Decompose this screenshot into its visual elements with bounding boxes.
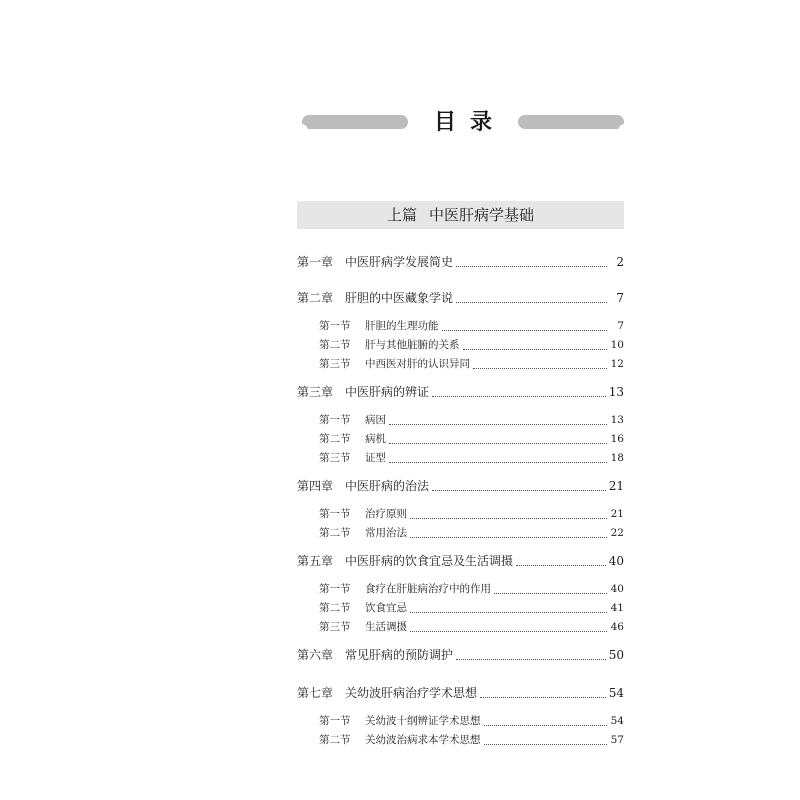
dot-leader [410,630,607,632]
toc-page-number: 54 [608,686,624,700]
toc-page-number: 41 [610,602,624,614]
dot-leader [484,724,608,726]
toc-section-entry[interactable] [297,449,624,467]
title-banner [302,106,624,138]
toc-page-number: 50 [608,648,624,662]
toc-section-entry[interactable] [297,411,624,429]
dot-leader [389,423,607,425]
dot-leader [456,658,606,660]
toc-entry-title: 肝胆的中医藏象学说 [345,291,454,305]
dot-leader [410,517,607,519]
part-name: 中医肝病学基础 [429,206,535,224]
toc-entry-number: 第二节 [319,527,351,539]
toc-page-number: 10 [610,339,624,351]
toc-chapter-entry[interactable] [297,253,624,271]
toc-entry-title: 常用治法 [365,527,407,539]
toc-section-entry[interactable] [297,355,624,373]
toc-entry-number: 第七章 [297,686,334,700]
toc-page-number: 7 [617,320,624,332]
toc-page-number: 16 [610,433,624,445]
toc-section-entry[interactable] [297,731,624,749]
dot-leader [432,489,606,491]
toc-page-number: 40 [610,583,624,595]
title-left-ornament [302,115,408,129]
toc-entry-number: 第一节 [319,414,351,426]
toc-entry-title: 中医肝病学发展简史 [345,255,454,269]
toc-page-number: 54 [610,715,624,727]
toc-entry-title: 中医肝病的饮食宜忌及生活调摄 [345,554,514,568]
toc-page-number: 57 [610,734,624,746]
toc-entry-number: 第二章 [297,291,334,305]
dot-leader [480,696,606,698]
toc-entry-number: 第一节 [319,320,351,332]
toc-chapter-entry[interactable] [297,477,624,495]
toc-section-entry[interactable] [297,336,624,354]
toc-entry-title: 中医肝病的辨证 [345,385,430,399]
toc-page-number: 13 [608,385,624,399]
toc-chapter-entry[interactable] [297,383,624,401]
toc-entry-title: 肝与其他脏腑的关系 [365,339,460,351]
toc-entry-number: 第二节 [319,602,351,614]
toc-entry-number: 第五章 [297,554,334,568]
title-right-ornament [518,115,624,129]
toc-page-number: 7 [616,291,624,305]
dot-leader [516,564,606,566]
dot-leader [456,265,607,267]
toc-entry-number: 第三节 [319,452,351,464]
toc-entry-number: 第一节 [319,583,351,595]
toc-entry-number: 第二节 [319,734,351,746]
dot-leader [463,348,608,350]
toc-entry-title: 肝胆的生理功能 [365,320,439,332]
toc-page-number: 21 [608,479,624,493]
toc-section-entry[interactable] [297,317,624,335]
toc-chapter-entry[interactable] [297,289,624,307]
toc-entry-title: 病机 [365,433,386,445]
toc-entry-title: 证型 [365,452,386,464]
part-heading [297,201,624,229]
dot-leader [432,395,606,397]
toc-entry-number: 第二节 [319,339,351,351]
toc-page-number: 18 [610,452,624,464]
dot-leader [389,442,607,444]
toc-entry-number: 第三章 [297,385,334,399]
toc-entry-title: 关幼波十纲辨证学术思想 [365,715,481,727]
dot-leader [484,743,608,745]
dot-leader [473,367,607,369]
toc-entry-title: 饮食宜忌 [365,602,407,614]
toc-section-entry[interactable] [297,599,624,617]
toc-page-number: 40 [608,554,624,568]
toc-entry-number: 第三节 [319,621,351,633]
toc-entry-title: 中西医对肝的认识异同 [365,358,470,370]
toc-entry-number: 第四章 [297,479,334,493]
toc-page-number: 22 [610,527,624,539]
toc-chapter-entry[interactable] [297,684,624,702]
toc-entry-number: 第二节 [319,433,351,445]
toc-page-number: 21 [610,508,624,520]
toc-page-number: 2 [616,255,624,269]
toc-entry-number: 第一节 [319,715,351,727]
toc-entry-title: 食疗在肝脏病治疗中的作用 [365,583,491,595]
toc-entry-title: 生活调摄 [365,621,407,633]
toc-section-entry[interactable] [297,712,624,730]
toc-section-entry[interactable] [297,618,624,636]
toc-entry-title: 中医肝病的治法 [345,479,430,493]
toc-chapter-entry[interactable] [297,646,624,664]
toc-entry-number: 第一节 [319,508,351,520]
dot-leader [389,461,607,463]
part-label: 上篇 [386,206,417,224]
toc-entry-title: 治疗原则 [365,508,407,520]
toc-page-number: 13 [610,414,624,426]
toc-entry-number: 第六章 [297,648,334,662]
toc-entry-number: 第三节 [319,358,351,370]
toc-entry-title: 关幼波治病求本学术思想 [365,734,481,746]
toc-section-entry[interactable] [297,580,624,598]
toc-section-entry[interactable] [297,430,624,448]
toc-page-number: 46 [610,621,624,633]
toc-section-entry[interactable] [297,505,624,523]
toc-chapter-entry[interactable] [297,552,624,570]
toc-section-entry[interactable] [297,524,624,542]
dot-leader [456,301,607,303]
toc-entry-title: 病因 [365,414,386,426]
dot-leader [494,592,607,594]
toc-page-number: 12 [610,358,624,370]
dot-leader [442,329,608,331]
toc-entry-title: 关幼波肝病治疗学术思想 [345,686,478,700]
toc-entry-title: 常见肝病的预防调护 [345,648,454,662]
page-title: 目录 [433,109,506,135]
toc-entry-number: 第一章 [297,255,334,269]
dot-leader [410,536,607,538]
dot-leader [410,611,607,613]
